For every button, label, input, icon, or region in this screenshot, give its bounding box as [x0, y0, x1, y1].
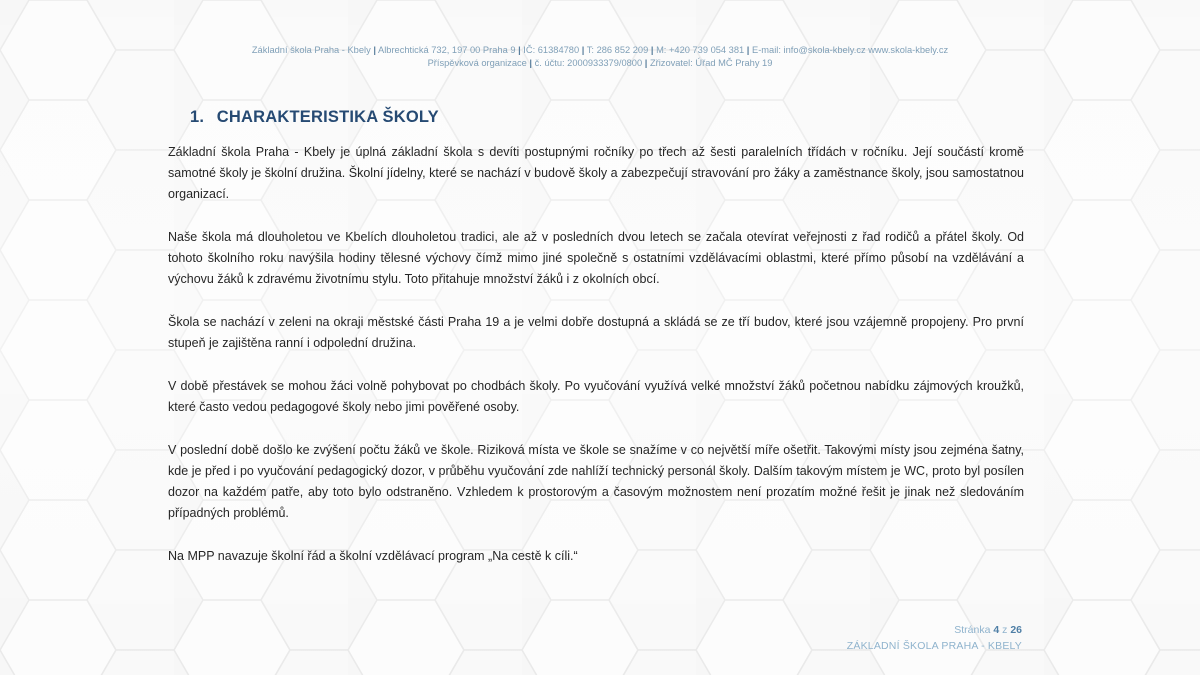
letterhead-line-1: [0, 44, 1200, 57]
school-name: Základní škola Praha - Kbely: [251, 45, 371, 55]
footer-school-name: ZÁKLADNÍ ŠKOLA PRAHA - KBELY: [846, 640, 1022, 652]
separator: |: [644, 58, 648, 68]
page-of: z: [1002, 624, 1008, 636]
page-footer: [847, 622, 1022, 654]
paragraph: V době přestávek se mohou žáci volně pohybovat po chodbách školy. Po vyučování využívá velké množství žáků početnou nabídku zájmových kroužků, které často vedou pedagogové školy nebo jimi pověřené osoby.: [168, 379, 1024, 414]
separator: |: [746, 45, 750, 55]
section-heading: [190, 108, 439, 127]
page-label: Stránka: [954, 624, 991, 636]
founder: Zřizovatel: Úřad MČ Prahy 19: [649, 58, 773, 68]
separator: |: [581, 45, 585, 55]
bank-account: č. účtu: 2000933379/0800: [534, 58, 643, 68]
section-title: CHARAKTERISTIKA ŠKOLY: [216, 108, 439, 126]
company-id: IČ: 61384780: [523, 45, 580, 55]
email-web: E-mail: info@skola-kbely.cz www.skola-kbely.cz: [752, 45, 949, 55]
paragraph: Škola se nachází v zeleni na okraji městské části Praha 19 a je velmi dobře dostupná a skládá se ze tří budov, které jsou vzájemně propojeny. Pro první stupeň je zajištěna ranní i odpolední družina.: [168, 315, 1024, 350]
paragraph: V poslední době došlo ke zvýšení počtu žáků ve škole. Riziková místa ve škole se snažíme v co největší míře ošetřit. Takovými místy jsou zejména šatny, kde je před i po vyučování pedagogický dozor, v průběhu vyučování zde nahlíží technický personál školy. Dalším takovým místem je WC, proto byl posílen dozor na každém patře, aby toto bylo odstraněno. Vzhledem k prostorovým a časovým možnostem není prozatím možné řešit je jinak než sledováním případných problémů.: [168, 443, 1024, 520]
body-text: [168, 142, 1024, 589]
address: Albrechtická 732, 197 00 Praha 9: [378, 45, 516, 55]
separator: |: [518, 45, 521, 55]
mobile: M: +420 739 054 381: [656, 45, 745, 55]
section-number: 1.: [190, 108, 205, 126]
separator: |: [529, 58, 533, 68]
paragraph: Na MPP navazuje školní řád a školní vzdělávací program „Na cestě k cíli.“: [168, 549, 578, 563]
paragraph: Základní škola Praha - Kbely je úplná základní škola s devíti postupnými ročníky po třech až šesti paralelních třídách v ročníku. Její součástí kromě samotné školy je školní družina. Školní jídelny, které se nachází v budově školy a zabezpečují stravování pro žáky a zaměstnance školy, jsou samostatnou organizací.: [168, 145, 1024, 201]
page-total: 26: [1010, 624, 1022, 636]
letterhead-line-2: [0, 57, 1200, 70]
telephone: T: 286 852 209: [586, 45, 649, 55]
separator: |: [650, 45, 654, 55]
organization-type: Příspěvková organizace: [427, 58, 527, 68]
separator: |: [373, 45, 376, 55]
page-number: [847, 622, 1022, 638]
paragraph: Naše škola má dlouholetou ve Kbelích dlouholetou tradici, ale až v posledních dvou letech se začala otevírat veřejnosti z řad rodičů a přátel školy. Od tohoto školního roku navýšila hodiny tělesné výchovy čímž mimo jiné společně s ostatními vzdělávacími oblastmi, které přímo působí na vzdělávání a výchovu žáků k zdravému životnímu stylu. Toto přitahuje množství žáků i z okolních obcí.: [168, 230, 1024, 286]
letterhead: [0, 44, 1200, 70]
page-current: 4: [993, 624, 1000, 636]
